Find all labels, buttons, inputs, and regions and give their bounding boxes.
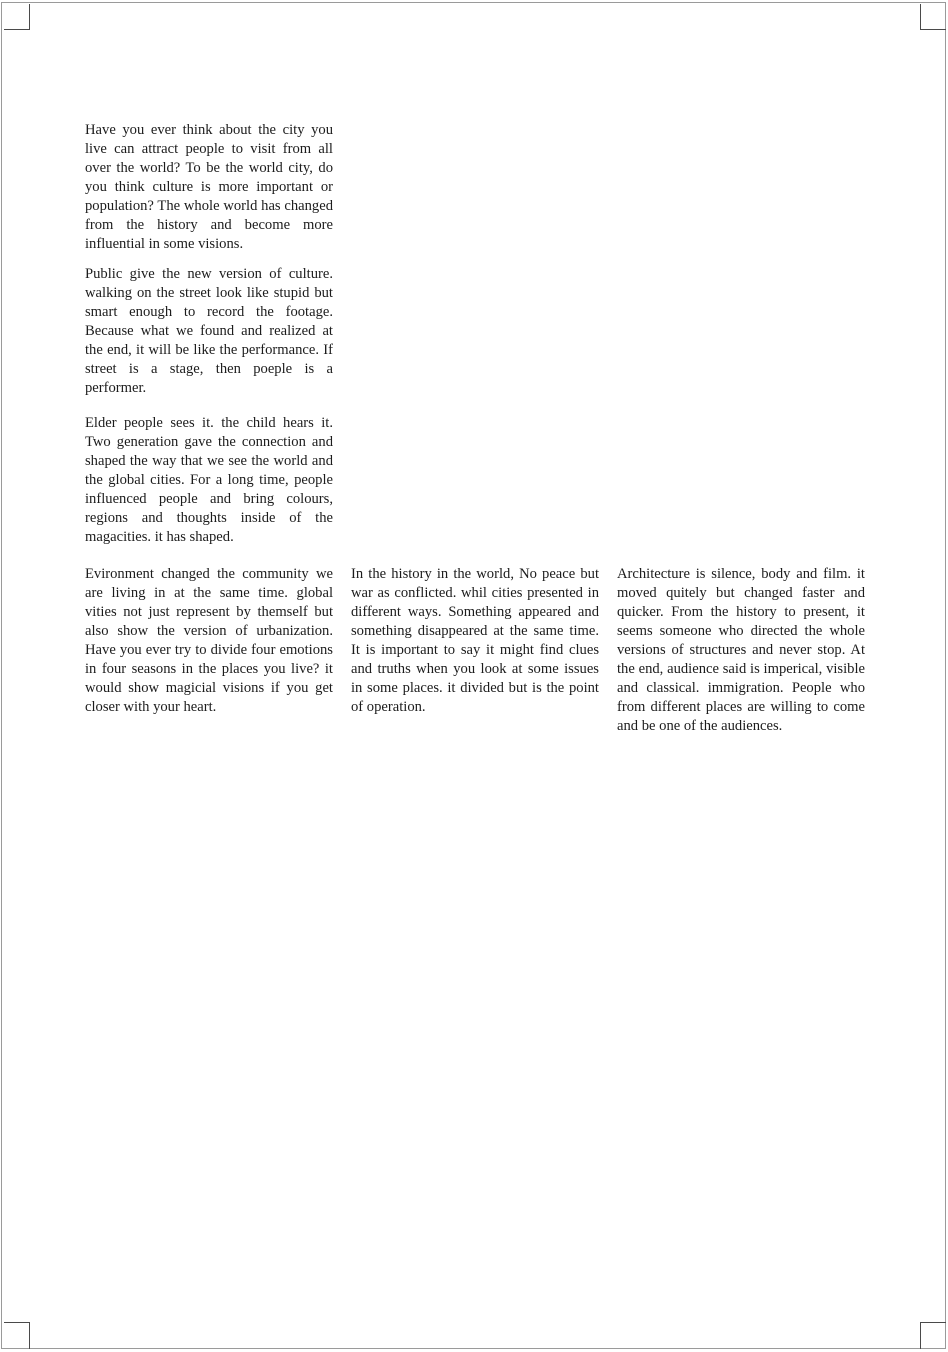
crop-mark-top-left-vertical [29, 4, 30, 30]
crop-mark-top-left-horizontal [4, 29, 30, 30]
crop-mark-bottom-right-vertical [920, 1323, 921, 1349]
culture-paragraph: Public give the new version of culture. walking on the street look like stupid but smart enough to record the footage. Because what we found and realized at the end, it will be like the performance. If street is a stage, then poeple is a performer. [85, 266, 333, 396]
crop-mark-bottom-right-horizontal [920, 1322, 946, 1323]
intro-paragraph: Have you ever think about the city you live can attract people to visit from all over the world? To be the world city, do you think culture is more important or population? The whole world has changed from the history and become more influential in some visions. [85, 122, 333, 252]
architecture-column: Architecture is silence, body and film. it moved quitely but changed faster and quicker. From the history to present, it seems someone who directed the whole versions of structures and never stop. At the end, audience said is imperical, visible and classical. immigration. People who from different places are willing to come and be one of the audiences. [617, 566, 865, 734]
history-column: In the history in the world, No peace but war as conflicted. whil cities presented in different ways. Something appeared and something disappeared at the same time. It is important to say it might find clues and truths when you look at some issues in some places. it divided but is the point of operation. [351, 566, 599, 715]
crop-mark-top-right-vertical [920, 4, 921, 30]
generation-paragraph: Elder people sees it. the child hears it. Two generation gave the connection and shaped the way that we see the world and the global cities. For a long time, people influenced people and bring colours, regions and thoughts inside of the magacities. it has shaped. [85, 415, 333, 545]
environment-column: Evironment changed the community we are living in at the same time. global vities not just represent by themself but also show the version of urbanization. Have you ever try to divide four emotions in four seasons in the places you live? it would show magicial visions if you get closer with your heart. [85, 566, 333, 715]
crop-mark-top-right-horizontal [920, 29, 946, 30]
crop-mark-bottom-left-vertical [29, 1323, 30, 1349]
crop-mark-bottom-left-horizontal [4, 1322, 30, 1323]
